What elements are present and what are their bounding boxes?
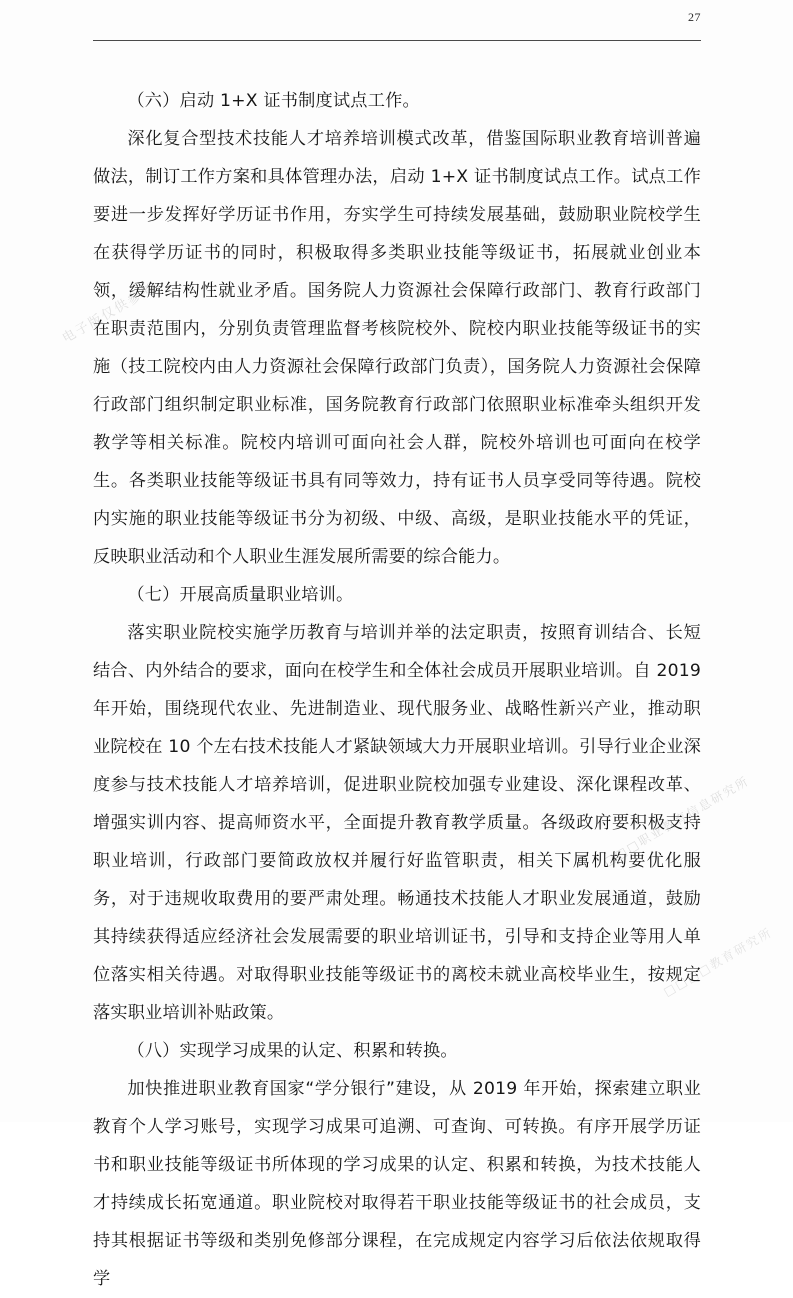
section-heading-8: （八）实现学习成果的认定、积累和转换。 — [127, 1041, 458, 1061]
section-body-8: 加快推进职业教育国家“学分银行”建设，从 2019 年开始，探索建立职业教育个人学习账号，实现学习成果可追溯、可查询、可转换。有序开展学历证书和职业技能等级证书所体现的学习成果的认定、积累和转换，为技术技能人才持续成长拓宽通道。职业院校对取得若干职业技能等级证书的社会成员，支持其根据证书等级和类别免修部分课程，在完成规定内容学习后依法依规取得学 — [93, 1079, 701, 1289]
section-heading-6: （六）启动 1+X 证书制度试点工作。 — [127, 91, 420, 111]
header-divider — [93, 40, 701, 41]
watermark-text: 电子版仅供参考 — [60, 280, 159, 347]
document-body — [93, 82, 701, 1298]
section-heading-7: （七）开展高质量职业培训。 — [127, 585, 354, 605]
watermark-text: □□□□教育研究所 — [661, 925, 775, 999]
section-body-7: 落实职业院校实施学历教育与培训并举的法定职责，按照育训结合、长短结合、内外结合的要求，面向在校学生和全体社会成员开展职业培训。自 2019 年开始，围绕现代农业、先进制造业、现代服务业、战略性新兴产业，推动职业院校在 10 个左右技术技能人才紧缺领域大力开展职业培训。引导行业企业深度参与技术技能人才培养培训，促进职业院校加强专业建设、深化课程改革、增强实训内容、提高师资水平，全面提升教育教学质量。各级政府要积极支持职业培训，行政部门要简政放权并履行好监管职责，相关下属机构要优化服务，对于违规收取费用的要严肃处理。畅通技术技能人才职业发展通道，鼓励其持续获得适应经济社会发展需要的职业培训证书，引导和支持企业等用人单位落实相关待遇。对取得职业技能等级证书的离校未就业高校毕业生，按规定落实职业培训补贴政策。 — [93, 623, 701, 1023]
watermark-text: □□□职业教育信息研究所 — [601, 773, 752, 869]
section-body-6: 深化复合型技术技能人才培养培训模式改革，借鉴国际职业教育培训普遍做法，制订工作方案和具体管理办法，启动 1+X 证书制度试点工作。试点工作要进一步发挥好学历证书作用，夯实学生可持续发展基础，鼓励职业院校学生在获得学历证书的同时，积极取得多类职业技能等级证书，拓展就业创业本领，缓解结构性就业矛盾。国务院人力资源社会保障行政部门、教育行政部门在职责范围内，分别负责管理监督考核院校外、院校内职业技能等级证书的实施（技工院校内由人力资源社会保障行政部门负责），国务院人力资源社会保障行政部门组织制定职业标准，国务院教育行政部门依照职业标准牵头组织开发教学等相关标准。院校内培训可面向社会人群，院校外培训也可面向在校学生。各类职业技能等级证书具有同等效力，持有证书人员享受同等待遇。院校内实施的职业技能等级证书分为初级、中级、高级，是职业技能水平的凭证，反映职业活动和个人职业生涯发展所需要的综合能力。 — [93, 129, 701, 567]
page-number: 27 — [688, 10, 701, 24]
